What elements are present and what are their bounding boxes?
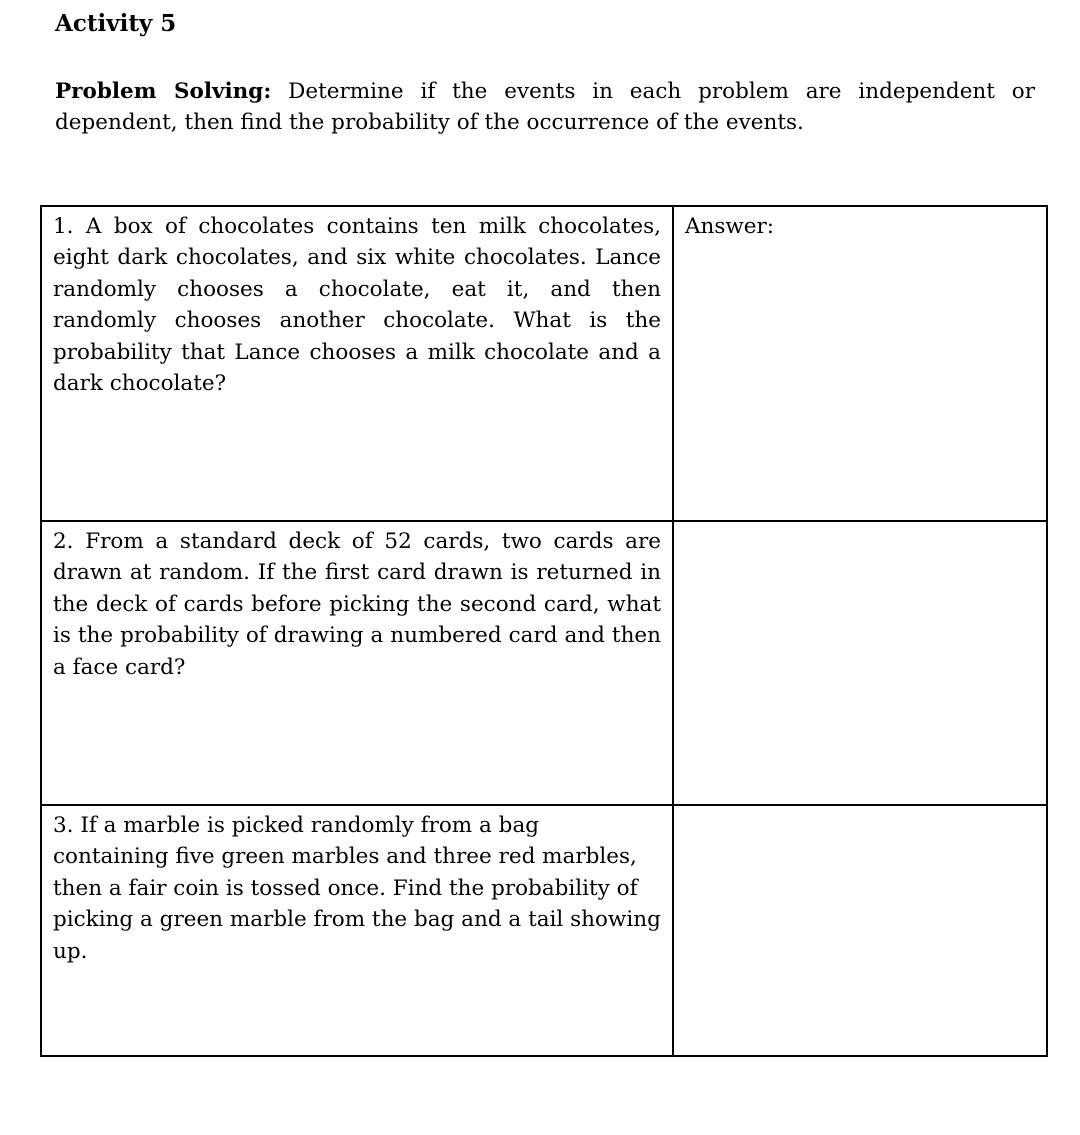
problems-table <box>40 205 1048 1057</box>
problem-3-answer-cell <box>673 805 1047 1056</box>
instructions-text: Determine if the events in each problem are independent or dependent, then find the probability of the occurrence of the events. <box>55 78 1035 136</box>
problem-1-answer-cell: Answer: <box>673 206 1047 521</box>
problem-1-text: 1. A box of chocolates contains ten milk chocolates, eight dark chocolates, and six white chocolates. Lance randomly chooses a chocolate, eat it, and then randomly chooses another chocolate. What is the probability that Lance chooses a milk chocolate and a dark chocolate? <box>41 206 673 521</box>
activity-title: Activity 5 <box>55 10 177 37</box>
problem-3-text: 3. If a marble is picked randomly from a bag containing five green marbles and three red marbles, then a fair coin is tossed once. Find the probability of picking a green marble from the bag and a tail showing up. <box>41 805 673 1056</box>
table-row <box>41 805 1047 1056</box>
instructions-label: Problem Solving: <box>55 78 272 104</box>
table-row <box>41 206 1047 521</box>
table-row <box>41 521 1047 805</box>
instructions-paragraph <box>55 76 1035 139</box>
problem-2-answer-cell <box>673 521 1047 805</box>
problem-2-text: 2. From a standard deck of 52 cards, two cards are drawn at random. If the first card drawn is returned in the deck of cards before picking the second card, what is the probability of drawing a numbered card and then a face card? <box>41 521 673 805</box>
